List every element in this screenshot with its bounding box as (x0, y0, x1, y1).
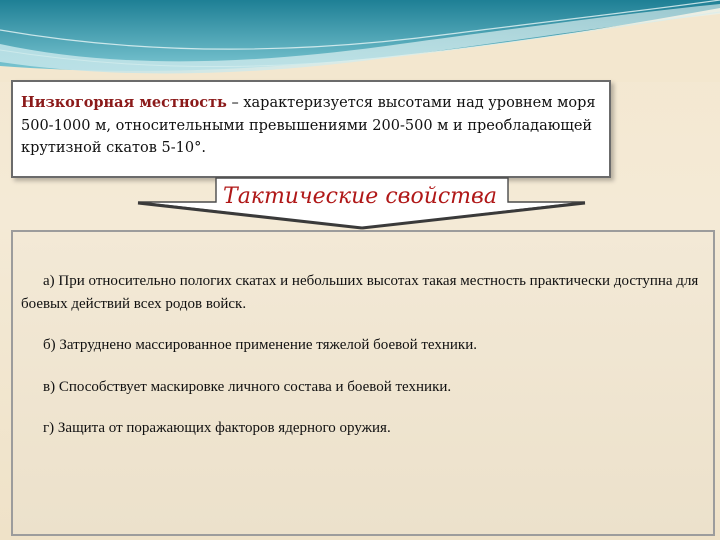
properties-box (11, 230, 715, 536)
definition-box (11, 80, 611, 178)
tactics-title: Тактические свойства (223, 184, 497, 209)
property-item-b: б) Затруднено массированное применение тяжелой боевой техники. (43, 337, 477, 353)
property-item-a: а) При относительно пологих скатах и небольших высотах такая местность практически доступна для боевых действий всех родов войск. (21, 273, 699, 312)
definition-term: Низкогорная местность (21, 94, 227, 111)
definition-text: – характеризуется высотами над уровнем моря 500-1000 м, относительными превышениями 200-500 м и преобладающей крутизной скатов 5-10°. (21, 95, 596, 156)
property-item-c: в) Способствует маскировке личного состава и боевой техники. (43, 378, 452, 395)
property-item-d: г) Защита от поражающих факторов ядерного оружия. (43, 420, 391, 436)
decorative-wave-banner (0, 0, 720, 82)
